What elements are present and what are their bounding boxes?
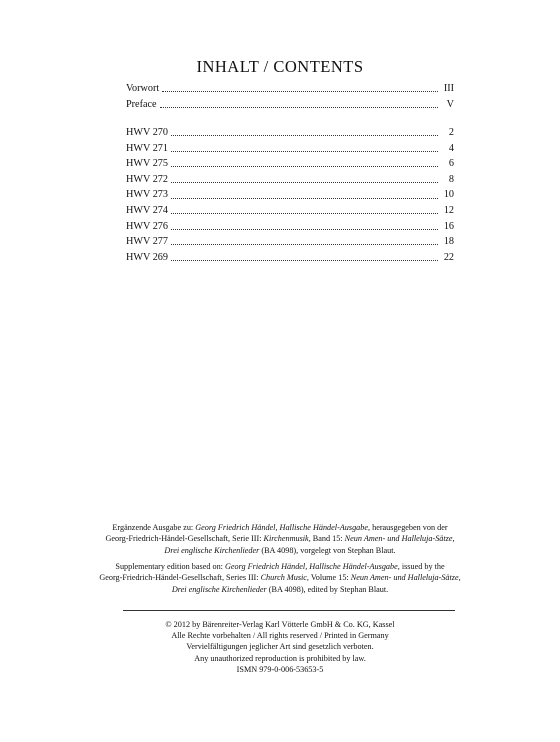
toc-dot-leader [171,135,438,136]
note-italic-text: Drei englische Kirchenlieder [171,584,267,594]
edition-note-english [0,561,560,595]
note-italic-text: Neun Amen- und Halleluja-Sätze, [344,534,455,544]
toc-entry[interactable] [126,203,454,219]
toc-entry-page: 12 [443,204,454,216]
toc-entry-label: Preface [126,98,157,110]
toc-entry-label: Vorwort [126,83,160,94]
copyright-imprint [0,619,560,675]
toc-dot-leader [171,260,438,261]
toc-entry-page: III [443,83,454,94]
toc-dot-leader [171,229,438,230]
toc-entry-label: HWV 273 [126,189,168,201]
toc-dot-leader [160,107,438,108]
toc-entry-label: HWV 276 [126,220,168,232]
toc-entry-label: HWV 275 [126,158,168,170]
note-text: (BA 4098), edited by Stephan Blaut. [266,584,389,594]
toc-entry-page: 18 [443,236,454,248]
toc-entry[interactable] [126,172,454,188]
page-title: INHALT / CONTENTS [196,57,364,76]
toc-entry[interactable] [126,81,454,97]
toc-entry-page: 22 [443,251,454,263]
note-text: , Band 15: [308,534,345,544]
toc-entry[interactable] [126,234,454,250]
toc-front-matter [126,81,454,112]
toc-dot-leader [171,213,438,214]
toc-entry-label: HWV 274 [126,204,168,216]
note-italic-text: Neun Amen- und Halleluja-Sätze, [350,573,461,583]
note-text: Georg-Friedrich-Händel-Gesellschaft, Series III: [99,573,261,583]
imprint-line: © 2012 by Bärenreiter-Verlag Karl Vötterle GmbH & Co. KG, Kassel [165,620,395,629]
note-text: (BA 4098), vorgelegt von Stephan Blaut. [259,545,396,555]
note-line [0,561,560,572]
note-italic-text: Georg Friedrich Händel, Hallische Händel-Ausgabe [225,562,398,571]
note-line [0,522,560,533]
imprint-line: ISMN 979-0-006-53653-5 [236,664,324,674]
note-line [0,545,560,556]
toc-entry[interactable] [126,219,454,235]
toc-entry[interactable] [126,156,454,172]
toc-dot-leader [171,198,438,199]
note-line [0,533,560,544]
toc-entry-page: 4 [448,142,454,154]
toc-entry-page: 6 [448,158,454,170]
toc-entry-page: V [446,98,454,110]
toc-entry-label: HWV 270 [126,127,168,138]
imprint-line: Alle Rechte vorbehalten / All rights reserved / Printed in Germany [171,631,389,641]
edition-note-german [0,522,560,556]
note-italic-text: Drei englische Kirchenlieder [164,545,260,555]
imprint-line: Any unauthorized reproduction is prohibited by law. [194,653,366,663]
note-line [0,584,560,595]
toc-entry[interactable] [126,97,454,113]
toc-dot-leader [162,91,438,92]
toc-entry-label: HWV 272 [126,173,168,185]
toc-dot-leader [171,151,438,152]
note-text: Supplementary edition based on: [115,562,225,571]
note-italic-text: Kirchenmusik [263,534,309,544]
toc-entry-label: HWV 271 [126,142,168,154]
toc-entry-page: 16 [443,220,454,232]
imprint-line: Vervielfältigungen jeglicher Art sind gesetzlich verboten. [186,642,374,652]
toc-entry[interactable] [126,250,454,266]
toc-dot-leader [171,182,438,183]
note-text: , herausgegeben von der [368,523,448,532]
note-text: Ergänzende Ausgabe zu: [112,523,196,532]
toc-dot-leader [171,166,438,167]
toc-dot-leader [171,244,438,245]
toc-entry-label: HWV 277 [126,236,168,248]
toc-entry[interactable] [126,125,454,141]
note-text: , Volume 15: [306,573,351,583]
toc-entry-page: 2 [448,127,454,138]
note-italic-text: Georg Friedrich Händel, Hallische Händel-Ausgabe [195,523,368,532]
note-italic-text: Church Music [260,573,307,583]
note-text: Georg-Friedrich-Händel-Gesellschaft, Serie III: [105,534,264,544]
toc-entry[interactable] [126,141,454,157]
note-text: , issued by the [397,562,445,571]
toc-entry-page: 8 [448,173,454,185]
note-line [0,572,560,583]
divider-rule [123,610,455,611]
toc-works [126,125,454,265]
toc-entry-label: HWV 269 [126,251,168,263]
toc-entry-page: 10 [443,189,454,201]
toc-entry[interactable] [126,187,454,203]
